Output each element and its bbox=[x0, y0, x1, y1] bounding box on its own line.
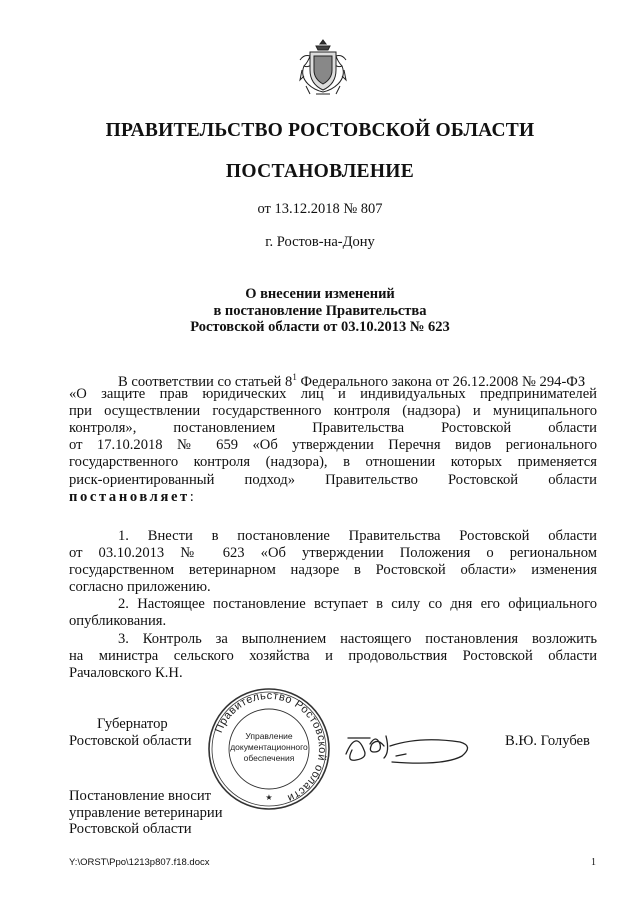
preamble-line: «О защите прав юридических лиц и индивидуальных предпринимателей bbox=[69, 386, 597, 403]
item-1-line: согласно приложению. bbox=[69, 579, 211, 596]
signatory-title-line: Губернатор bbox=[97, 716, 168, 732]
decree-word: постановляет: bbox=[69, 488, 194, 505]
preamble-line: риск-ориентированный подход» Правительство Ростовской области bbox=[69, 471, 597, 488]
item-3-line: Рачаловского К.Н. bbox=[69, 664, 183, 681]
item-1-line: государственном ветеринарном надзоре в Ростовской области» изменения bbox=[69, 562, 597, 579]
seal-star-icon: ★ bbox=[265, 793, 273, 802]
item-2-line: опубликования. bbox=[69, 613, 167, 630]
seal-center-line: Управление bbox=[245, 731, 293, 741]
decree-items bbox=[69, 528, 597, 682]
coat-of-arms-icon bbox=[296, 36, 350, 100]
preamble-line: В соответствии со статьей $8^1$ Федерального закона от 26.12.2008 № 294-ФЗ bbox=[118, 372, 586, 390]
seal-center-line: обеспечения bbox=[243, 753, 295, 763]
government-title: ПРАВИТЕЛЬСТВО РОСТОВСКОЙ ОБЛАСТИ bbox=[105, 120, 535, 141]
official-seal-icon bbox=[207, 687, 331, 811]
preamble-line: контроля», постановлением Правительства Ростовской области bbox=[69, 420, 597, 437]
seal-center-line: документационного bbox=[230, 742, 308, 752]
preamble-line: при осуществлении государственного контроля (надзора) и муниципального bbox=[69, 403, 597, 420]
document-subject bbox=[0, 286, 640, 336]
introduced-by-line: Постановление вносит bbox=[69, 788, 212, 804]
signatory-title bbox=[69, 716, 192, 750]
signatory-name: В.Ю. Голубев bbox=[505, 733, 590, 749]
item-1-line: 1. Внести в постановление Правительства Ростовской области bbox=[118, 528, 597, 544]
signatory-title-line: Ростовской области bbox=[69, 733, 192, 749]
document-number: от 13.12.2018 № 807 bbox=[257, 201, 383, 217]
preamble-line: государственного контроля (надзора), в отношении которых применяется bbox=[69, 454, 597, 471]
introduced-by-line: Ростовской области bbox=[69, 821, 192, 838]
seal-ring-text: Правительство Ростовской области bbox=[212, 689, 329, 805]
signature-icon bbox=[340, 724, 480, 768]
item-1-line: от 03.10.2013 № 623 «Об утверждении Положения о региональном bbox=[69, 545, 597, 562]
subject-line: Ростовской области от 03.10.2013 № 623 bbox=[190, 319, 450, 335]
footer-page-number: 1 bbox=[591, 857, 596, 868]
introduced-by bbox=[69, 788, 223, 838]
subject-line: в постановление Правительства bbox=[213, 302, 427, 319]
footer-file-path: Y:\ORST\Ppo\1213p807.f18.docx bbox=[69, 857, 210, 868]
item-3-line: на министра сельского хозяйства и продовольствия Ростовской области bbox=[69, 647, 597, 664]
item-3-line: 3. Контроль за выполнением настоящего постановления возложить bbox=[118, 630, 597, 647]
subject-line: О внесении изменений bbox=[245, 286, 395, 302]
document-type: ПОСТАНОВЛЕНИЕ bbox=[225, 161, 415, 182]
preamble bbox=[69, 369, 597, 506]
item-2-line: 2. Настоящее постановление вступает в силу со дня его официального bbox=[118, 596, 597, 613]
city: г. Ростов-на-Дону bbox=[265, 234, 375, 250]
introduced-by-line: управление ветеринарии bbox=[69, 804, 223, 821]
preamble-line: от 17.10.2018 № 659 «Об утверждении Перечня видов регионального bbox=[69, 437, 597, 454]
